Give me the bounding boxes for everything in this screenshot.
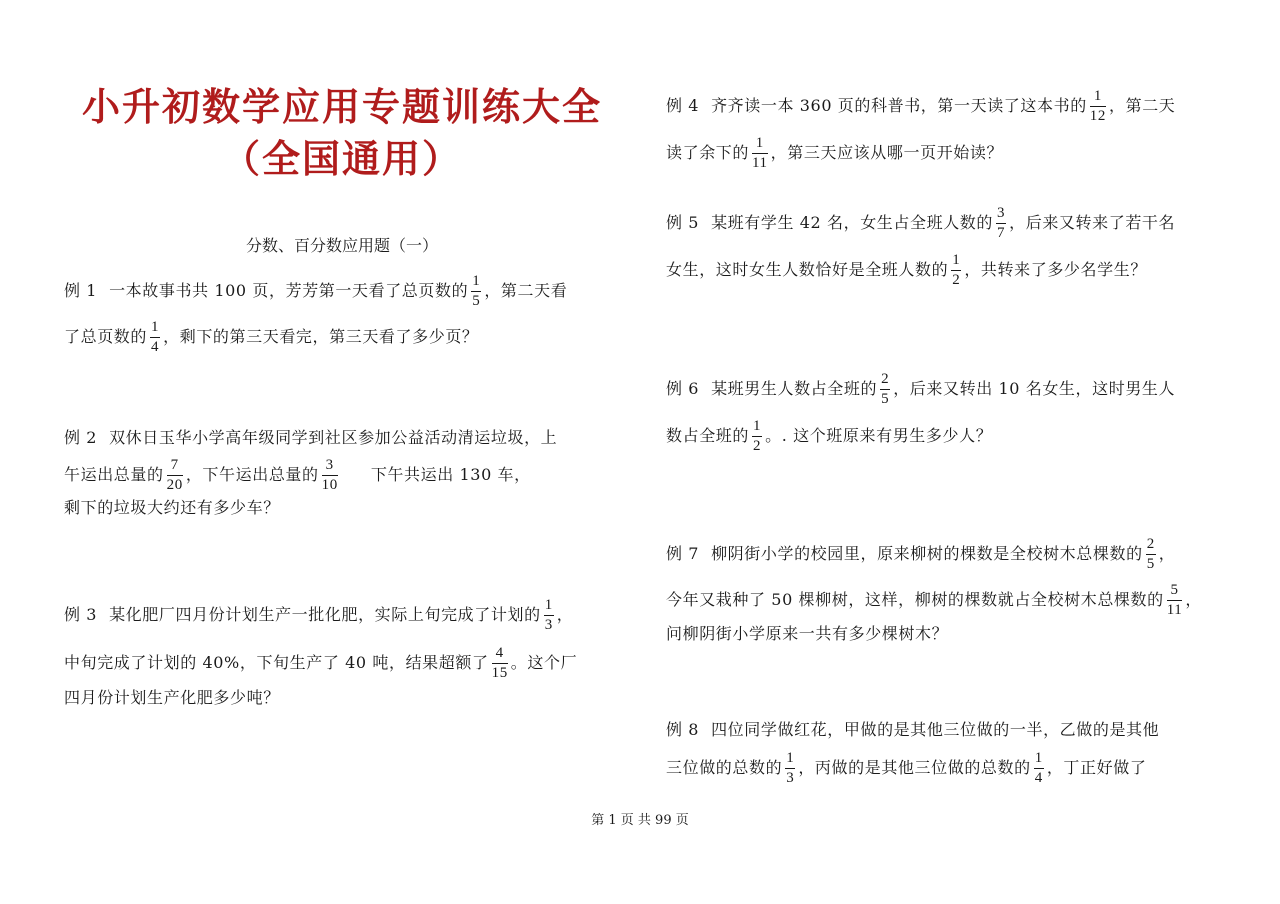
problem-text: ，下午运出总量的 bbox=[185, 465, 319, 484]
fraction: $\frac{1}{3}$ bbox=[786, 750, 795, 786]
problem-4-line-1 bbox=[666, 89, 1175, 124]
document-title-line1: 小升初数学应用专题训练大全 bbox=[81, 84, 602, 129]
problem-text: 下午共运出 130 车， bbox=[370, 465, 531, 484]
fraction: $\frac{2}{5}$ bbox=[881, 371, 890, 407]
problem-text: 问柳阴街小学原来一共有多少棵树木？ bbox=[666, 624, 949, 643]
problem-7-line-1 bbox=[666, 537, 1175, 572]
problem-text: 一本故事书共 100 页，芳芳第一天看了总页数的 bbox=[109, 281, 469, 300]
problem-label: 例 1 bbox=[64, 281, 98, 300]
problem-text: 某班男生人数占全班的 bbox=[711, 379, 878, 398]
problem-3-line-1 bbox=[64, 598, 573, 633]
problem-text: 午运出总量的 bbox=[64, 465, 164, 484]
problem-text: ，丁正好做了 bbox=[1046, 758, 1147, 777]
problem-text: ， bbox=[556, 605, 574, 624]
problem-2-line-2 bbox=[64, 458, 531, 493]
problem-label: 例 2 bbox=[64, 428, 98, 447]
problem-text: ，剩下的第三天看完，第三天看了多少页？ bbox=[163, 327, 479, 346]
fraction: $\frac{1}{4}$ bbox=[151, 319, 160, 355]
problem-4-line-2 bbox=[666, 136, 1003, 171]
problem-text: ，丙做的是其他三位做的总数的 bbox=[798, 758, 1031, 777]
problem-text: 今年又栽种了 50 棵柳树，这样，柳树的棵数就占全校树木总棵数的 bbox=[666, 590, 1164, 609]
problem-text: 了总页数的 bbox=[64, 327, 148, 346]
problem-text: 四位同学做红花，甲做的是其他三位做的一半，乙做的是其他 bbox=[711, 720, 1160, 739]
problem-text: 三位做的总数的 bbox=[666, 758, 783, 777]
problem-text: ， bbox=[1158, 544, 1176, 563]
problem-label: 例 4 bbox=[666, 96, 700, 115]
problem-text: ，共转来了多少名学生？ bbox=[964, 260, 1147, 279]
problem-text: ，第三天应该从哪一页开始读？ bbox=[770, 143, 1004, 162]
problem-8-line-1 bbox=[666, 722, 1159, 738]
problem-text: ，后来又转出 10 名女生，这时男生人 bbox=[893, 379, 1176, 398]
fraction: $\frac{3}{7}$ bbox=[997, 205, 1006, 241]
problem-5-line-1 bbox=[666, 206, 1175, 241]
problem-3-line-2 bbox=[64, 646, 577, 681]
problem-label: 例 7 bbox=[666, 544, 700, 563]
problem-text: ， bbox=[1185, 590, 1202, 609]
problem-text: 剩下的垃圾大约还有多少车？ bbox=[64, 498, 280, 517]
problem-text: ，第二天 bbox=[1109, 96, 1176, 115]
fraction: $\frac{1}{3}$ bbox=[544, 597, 553, 633]
fraction: $\frac{1}{2}$ bbox=[952, 252, 961, 288]
fraction: $\frac{1}{5}$ bbox=[472, 273, 481, 309]
problem-2-line-3 bbox=[64, 500, 280, 516]
page-number-footer: 第 1 页 共 99 页 bbox=[591, 813, 689, 828]
fraction: $\frac{1}{12}$ bbox=[1089, 88, 1106, 124]
problem-text: 四月份计划生产化肥多少吨？ bbox=[64, 688, 280, 707]
problem-text: 。. 这个班原来有男生多少人？ bbox=[765, 426, 993, 445]
problem-label: 例 6 bbox=[666, 379, 700, 398]
problem-text: 某班有学生 42 名，女生占全班人数的 bbox=[711, 213, 994, 232]
fraction: $\frac{5}{11}$ bbox=[1166, 582, 1183, 618]
problem-6-line-2 bbox=[666, 419, 992, 454]
fraction: $\frac{7}{20}$ bbox=[166, 457, 183, 493]
problem-text: 双休日玉华小学高年级同学到社区参加公益活动清运垃圾，上 bbox=[109, 428, 558, 447]
problem-text: 读了余下的 bbox=[666, 143, 750, 162]
problem-text: 柳阴街小学的校园里，原来柳树的棵数是全校树木总棵数的 bbox=[711, 544, 1143, 563]
fraction: $\frac{1}{11}$ bbox=[752, 135, 768, 171]
problem-text: 。这个厂 bbox=[510, 653, 578, 672]
section-title: 分数、百分数应用题（一） bbox=[245, 236, 438, 255]
problem-text: ，第二天看 bbox=[484, 281, 568, 300]
problem-text: 齐齐读一本 360 页的科普书，第一天读了这本书的 bbox=[711, 96, 1087, 115]
problem-text: 女生，这时女生人数恰好是全班人数的 bbox=[666, 260, 949, 279]
problem-5-line-2 bbox=[666, 253, 1147, 288]
problem-2-line-1 bbox=[64, 430, 557, 446]
problem-7-line-3 bbox=[666, 626, 948, 642]
problem-6-line-1 bbox=[666, 372, 1175, 407]
problem-8-line-2 bbox=[666, 751, 1146, 786]
problem-text: 数占全班的 bbox=[666, 426, 750, 445]
problem-text: ，后来又转来了若干名 bbox=[1009, 213, 1176, 232]
fraction: $\frac{4}{15}$ bbox=[491, 645, 508, 681]
fraction: $\frac{1}{4}$ bbox=[1034, 750, 1043, 786]
fraction: $\frac{3}{10}$ bbox=[321, 457, 338, 493]
problem-label: 例 5 bbox=[666, 213, 700, 232]
fraction: $\frac{1}{2}$ bbox=[753, 418, 762, 454]
problem-1-line-1 bbox=[64, 274, 567, 309]
fraction: $\frac{2}{5}$ bbox=[1146, 536, 1155, 572]
problem-3-line-3 bbox=[64, 690, 280, 706]
problem-1-line-2 bbox=[64, 320, 479, 355]
problem-7-line-2 bbox=[666, 583, 1202, 618]
document-title-line2: （全国通用） bbox=[221, 136, 462, 181]
problem-text: 中旬完成了计划的 40%，下旬生产了 40 吨，结果超额了 bbox=[64, 653, 489, 672]
problem-label: 例 3 bbox=[64, 605, 98, 624]
problem-text: 某化肥厂四月份计划生产一批化肥，实际上旬完成了计划的 bbox=[109, 605, 541, 624]
problem-label: 例 8 bbox=[666, 720, 700, 739]
